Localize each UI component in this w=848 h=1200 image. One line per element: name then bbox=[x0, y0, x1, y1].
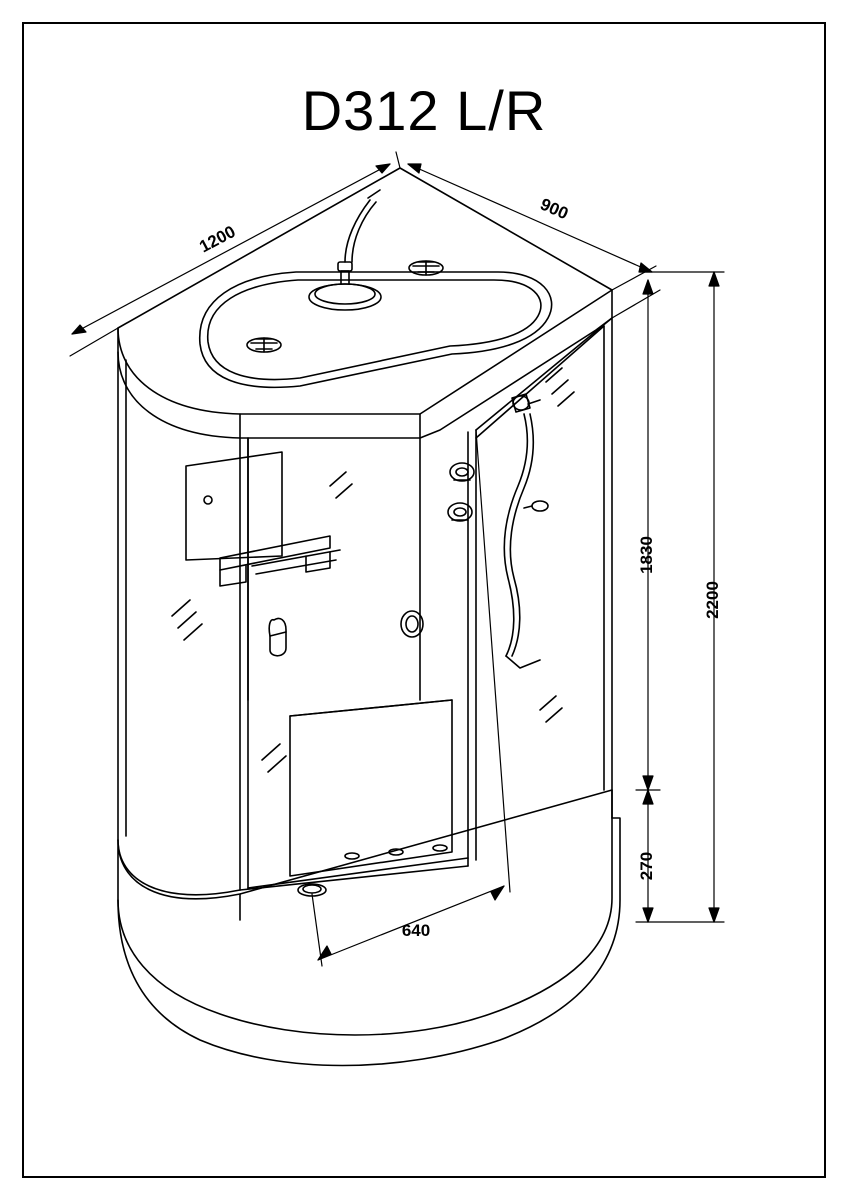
dimension-270: 270 bbox=[637, 851, 656, 881]
tray-floor bbox=[290, 700, 452, 876]
dimension-1200: 1200 bbox=[196, 221, 239, 257]
ceiling-rain-shower-head bbox=[309, 190, 381, 310]
dimension-2200: 2200 bbox=[703, 581, 722, 619]
hose-connector bbox=[524, 501, 548, 511]
handrail-vertical bbox=[269, 618, 286, 655]
ceiling-speaker-left bbox=[247, 338, 281, 352]
dimension-640: 640 bbox=[401, 921, 431, 940]
dimension-900: 900 bbox=[537, 194, 572, 224]
tray-jets bbox=[345, 845, 447, 859]
shower-hose bbox=[504, 414, 540, 668]
ceiling-vent-right bbox=[409, 261, 443, 275]
shower-tray bbox=[118, 790, 620, 1066]
cabin-body bbox=[118, 318, 612, 895]
page-title: D312 L/R bbox=[301, 79, 547, 142]
dimension-1830: 1830 bbox=[637, 536, 656, 574]
mixer-valve-upper bbox=[450, 463, 474, 481]
glass-reflection-marks bbox=[172, 368, 574, 772]
shelf-rack bbox=[220, 536, 340, 586]
dimension-lines bbox=[70, 152, 724, 966]
